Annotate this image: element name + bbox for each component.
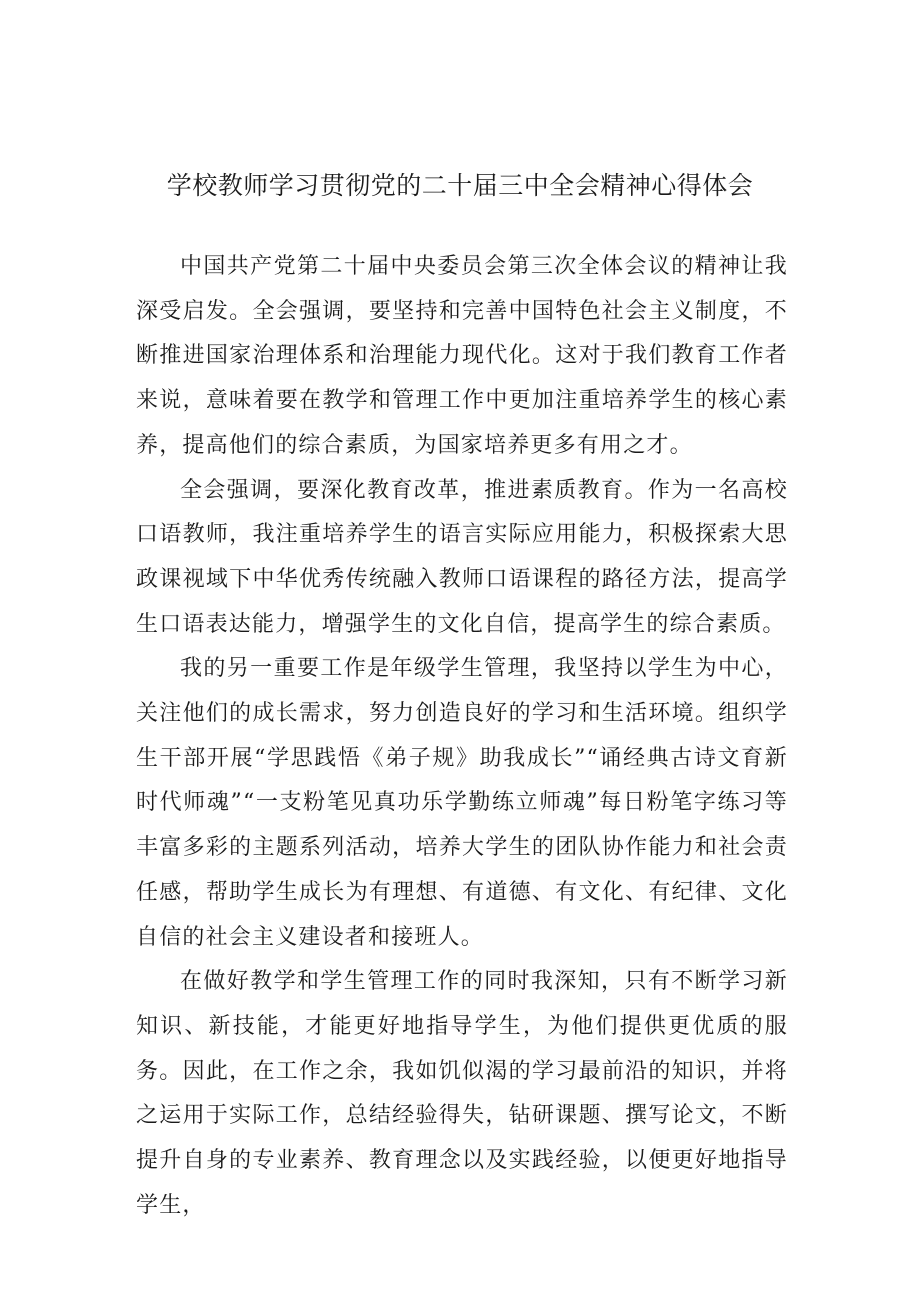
paragraph-2: 全会强调，要深化教育改革，推进素质教育。作为一名高校口语教师，我注重培养学生的语言实际应用能力，积极探索大思政课视域下中华优秀传统融入教师口语课程的路径方法，提高学生口语表达能力，增强学生的文化自信，提高学生的综合素质。 xyxy=(136,477,788,637)
document-body xyxy=(136,245,788,1228)
paragraph-1: 中国共产党第二十届中央委员会第三次全体会议的精神让我深受启发。全会强调，要坚持和完善中国特色社会主义制度，不断推进国家治理体系和治理能力现代化。这对于我们教育工作者来说，意味着要在教学和管理工作中更加注重培养学生的核心素养，提高他们的综合素质，为国家培养更多有用之才。 xyxy=(136,254,788,458)
paragraph-4: 在做好教学和学生管理工作的同时我深知，只有不断学习新知识、新技能，才能更好地指导学生，为他们提供更优质的服务。因此，在工作之余，我如饥似渴的学习最前沿的知识，并将之运用于实际工作，总结经验得失，钻研课题、撰写论文，不断提升自身的专业素养、教育理念以及实践经验，以便更好地指导学生， xyxy=(136,969,788,1218)
document-title: 学校教师学习贯彻党的二十届三中全会精神心得体会 xyxy=(166,171,754,200)
paragraph-3: 我的另一重要工作是年级学生管理，我坚持以学生为中心，关注他们的成长需求，努力创造良好的学习和生活环境。组织学生干部开展“学思践悟《弟子规》助我成长”“诵经典古诗文育新时代师魂”“一支粉笔见真功乐学勤练立师魂”每日粉笔字练习等丰富多彩的主题系列活动，培养大学生的团队协作能力和社会责任感，帮助学生成长为有理想、有道德、有文化、有纪律、文化自信的社会主义建设者和接班人。 xyxy=(136,656,788,950)
